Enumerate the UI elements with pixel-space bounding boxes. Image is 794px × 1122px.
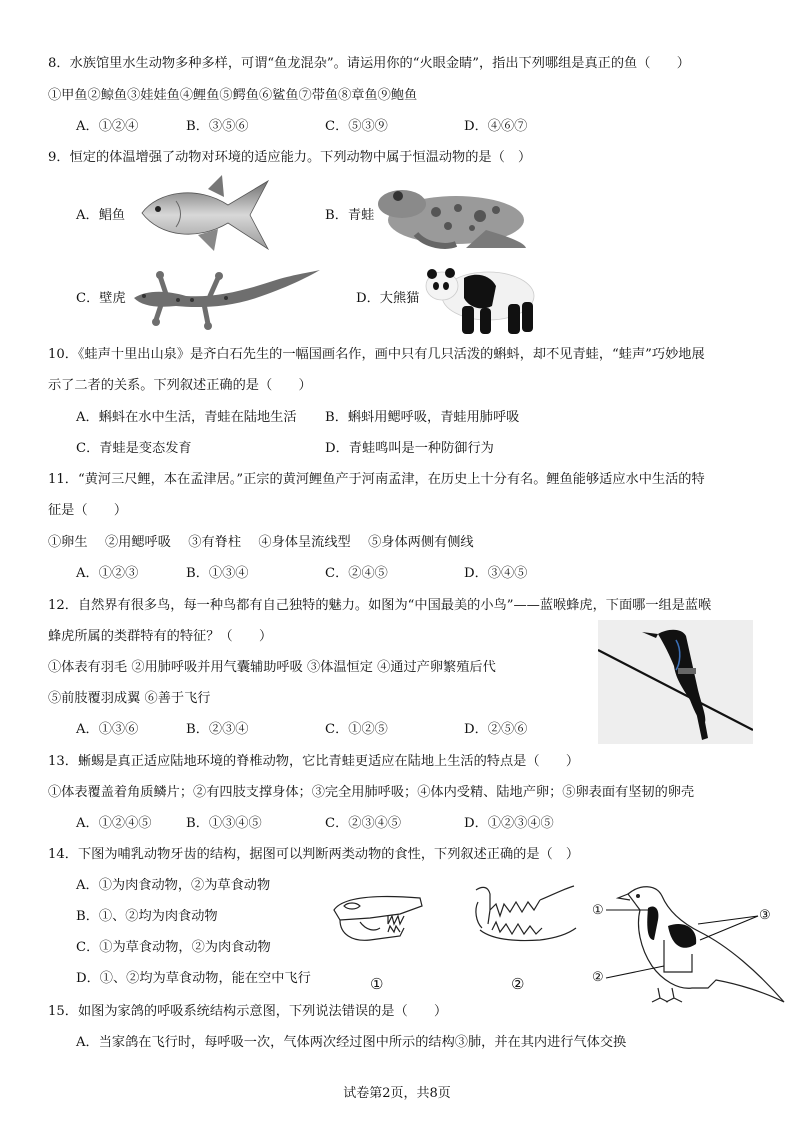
q11-option-d: D．③④⑤ [464, 566, 528, 581]
q12-list-line2: ⑤前肢覆羽成翼 ⑥善于飞行 [48, 691, 211, 706]
q12-option-b: B．②③④ [186, 722, 249, 737]
q12-option-d: D．②⑤⑥ [464, 722, 528, 737]
q11-stem-line1: 11．“黄河三尺鲤，本在孟津居。”正宗的黄河鲤鱼产于河南孟津，在历史上十分有名。鲤鱼能够适应水中生活的特 [48, 472, 705, 487]
pomfret-fish-image [138, 175, 272, 253]
q12-stem-line1: 12．自然界有很多鸟，每一种鸟都有自己独特的魅力。如图为“中国最美的小鸟”——蓝喉蜂虎，下面哪一组是蓝喉 [48, 598, 712, 613]
q10-option-c: C．青蛙是变态发育 [76, 441, 192, 456]
q15-option-a: A．当家鸽在飞行时，每呼吸一次，气体两次经过图中所示的结构③肺，并在其内进行气体交换 [76, 1035, 627, 1050]
q10-option-d: D．青蛙鸣叫是一种防御行为 [325, 441, 494, 456]
q8-stem: 8．水族馆里水生动物多种多样，可谓“鱼龙混杂”。请运用你的“火眼金睛”，指出下列哪组是真正的鱼（ ） [48, 56, 690, 71]
pigeon-label-3: ③ [759, 908, 771, 923]
q14-option-b: B．①、②均为肉食动物 [76, 909, 218, 924]
skull-label-2: ② [511, 975, 525, 993]
herbivore-skull-image [330, 888, 425, 950]
q13-stem: 13．蜥蜴是真正适应陆地环境的脊椎动物，它比青蛙更适应在陆地上生活的特点是（ ） [48, 754, 580, 769]
q13-option-b: B．①③④⑤ [186, 816, 262, 831]
carnivore-skull-image [470, 882, 580, 952]
q10-option-a: A．蝌蚪在水中生活，青蛙在陆地生活 [76, 410, 297, 425]
q8-option-b: B．③⑤⑥ [186, 119, 249, 134]
skull-label-1: ① [370, 975, 384, 993]
pigeon-respiratory-diagram [588, 880, 788, 1006]
q9-option-a: A．鲳鱼 [76, 208, 126, 223]
q8-list: ①甲鱼②鲸鱼③娃娃鱼④鲤鱼⑤鳄鱼⑥鲨鱼⑦带鱼⑧章鱼⑨鲍鱼 [48, 88, 418, 103]
q14-option-a: A．①为肉食动物，②为草食动物 [76, 878, 271, 893]
q10-option-b: B．蝌蚪用鳃呼吸，青蛙用肺呼吸 [325, 410, 520, 425]
q8-option-c: C．⑤③⑨ [325, 119, 388, 134]
q13-option-a: A．①②④⑤ [76, 816, 152, 831]
q9-option-d: D．大熊猫 [356, 291, 420, 306]
frog-image [376, 182, 528, 252]
pigeon-label-1: ① [592, 903, 604, 918]
q8-option-d: D．④⑥⑦ [464, 119, 528, 134]
panda-image [424, 262, 544, 336]
page-footer: 试卷第2页，共8页 [343, 1086, 451, 1101]
bee-eater-bird-image [598, 620, 753, 744]
q9-option-b: B．青蛙 [325, 208, 375, 223]
q12-option-c: C．①②⑤ [325, 722, 388, 737]
q12-option-a: A．①③⑥ [76, 722, 139, 737]
q13-list: ①体表覆盖着角质鳞片；②有四肢支撑身体；③完全用肺呼吸；④体内受精、陆地产卵；⑤卵表面有坚韧的卵壳 [48, 785, 695, 800]
gecko-image [126, 268, 322, 332]
q11-option-a: A．①②③ [76, 566, 139, 581]
q12-list-line1: ①体表有羽毛 ②用肺呼吸并用气囊辅助呼吸 ③体温恒定 ④通过产卵繁殖后代 [48, 660, 496, 675]
q11-stem-line2: 征是（ ） [48, 503, 128, 518]
q9-option-c: C．壁虎 [76, 291, 126, 306]
q14-option-d: D．①、②均为草食动物，能在空中飞行 [76, 971, 311, 986]
pigeon-label-2: ② [592, 970, 604, 985]
q14-stem: 14．下图为哺乳动物牙齿的结构，据图可以判断两类动物的食性，下列叙述正确的是（ ） [48, 847, 580, 862]
q12-stem-line2: 蜂虎所属的类群特有的特征？（ ） [48, 629, 273, 644]
q15-stem: 15．如图为家鸽的呼吸系统结构示意图，下列说法错误的是（ ） [48, 1004, 448, 1019]
q13-option-d: D．①②③④⑤ [464, 816, 554, 831]
q11-option-b: B．①③④ [186, 566, 249, 581]
q14-option-c: C．①为草食动物，②为肉食动物 [76, 940, 271, 955]
q11-option-c: C．②④⑤ [325, 566, 388, 581]
q8-option-a: A．①②④ [76, 119, 139, 134]
q10-stem-line2: 示了二者的关系。下列叙述正确的是（ ） [48, 378, 312, 393]
q9-stem: 9．恒定的体温增强了动物对环境的适应能力。下列动物中属于恒温动物的是（ ） [48, 150, 532, 165]
q11-list: ①卵生 ②用鳃呼吸 ③有脊柱 ④身体呈流线型 ⑤身体两侧有侧线 [48, 535, 474, 550]
q10-stem-line1: 10．《蛙声十里出山泉》是齐白石先生的一幅国画名作，画中只有几只活泼的蝌蚪，却不见青蛙，“蛙声”巧妙地展 [48, 347, 705, 362]
q13-option-c: C．②③④⑤ [325, 816, 402, 831]
